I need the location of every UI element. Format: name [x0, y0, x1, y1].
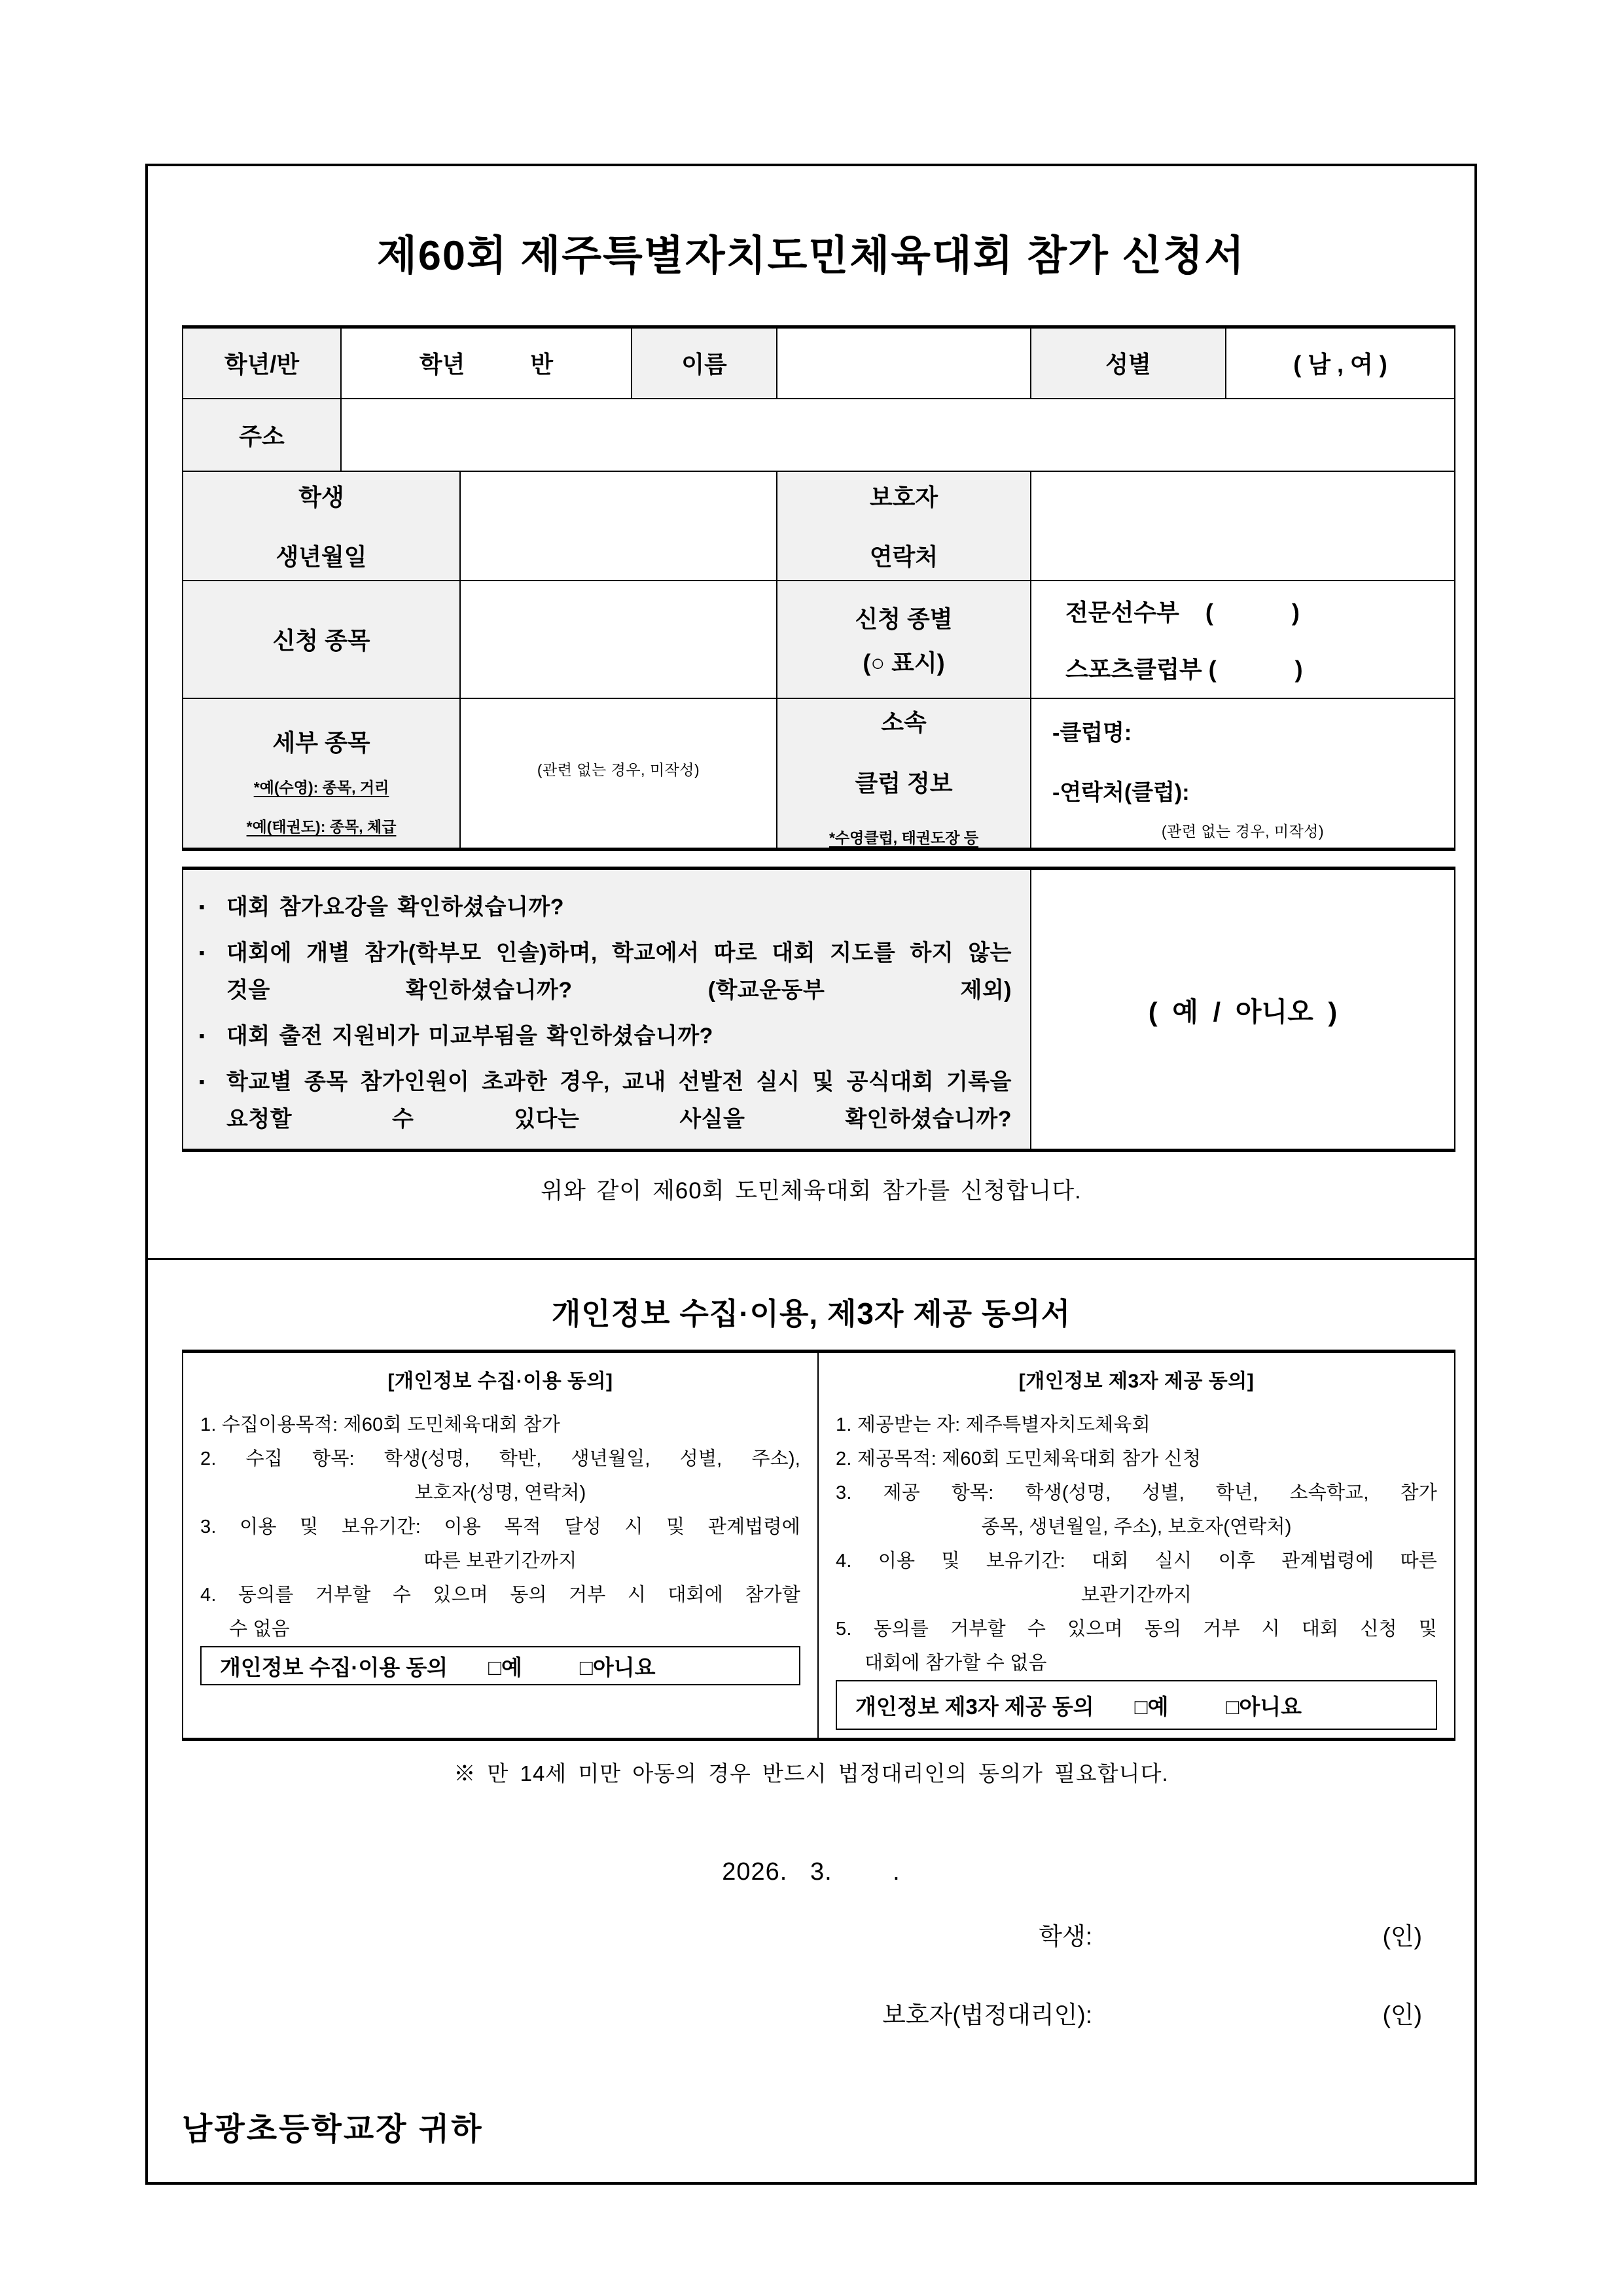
apply-event-label: 신청 종목 [183, 581, 460, 698]
checklist-item-text: 학교별 종목 참가인원이 초과한 경우, 교내 선발전 실시 및 공식대회 기록을 요청할 수 있다는 사실을 확인하셨습니까? [226, 1069, 1012, 1132]
consent-line: 수 없음 [229, 1619, 290, 1640]
gender-select[interactable]: ( 남 , 여 ) [1226, 327, 1455, 399]
detail-event-na-note: (관련 없는 경우, 미작성) [537, 761, 700, 778]
checklist-item [199, 1018, 1012, 1055]
form-title: 제60회 제주특별자치도민체육대회 참가 신청서 [377, 233, 1245, 279]
checklist-item [199, 935, 1012, 1009]
name-label: 이름 [632, 327, 777, 399]
square-bullet-icon: ▪ [199, 1073, 205, 1091]
consent-line: 3. 제공 항목: 학생(성명, 성별, 학년, 소속학교, 참가 [836, 1482, 1437, 1503]
club-info-label-line1: 소속 [881, 708, 927, 736]
address-label: 주소 [183, 399, 341, 471]
checklist-item-text: 대회 참가요강을 확인하셨습니까? [226, 895, 564, 920]
consent-line: 1. 제공받는 자: 제주특별자치도체육회 [836, 1414, 1150, 1435]
minor-consent-note: ※ 만 14세 미만 아동의 경우 반드시 법정대리인의 동의가 필요합니다. [454, 1761, 1169, 1785]
consent-line: 종목, 생년월일, 주소), 보호자(연락처) [981, 1516, 1292, 1537]
recipient-text: 남광초등학교장 귀하 [182, 2112, 484, 2147]
thirdparty-consent-answer-box [836, 1680, 1437, 1730]
name-input[interactable] [777, 327, 1031, 399]
club-contact-field[interactable]: -연락처(클럽): [1052, 780, 1190, 805]
applicant-info-table [182, 325, 1455, 851]
club-info-label-line2: 클럽 정보 [855, 769, 953, 797]
checklist-answer-select[interactable]: ( 예 / 아니오 ) [1031, 869, 1455, 1151]
guardian-signature-row [148, 1995, 1474, 2028]
division-options-cell [1031, 581, 1455, 698]
date-field[interactable]: 2026. 3. . [722, 1858, 901, 1886]
consent-line: 2. 제공목적: 제60회 도민체육대회 참가 신청 [836, 1448, 1202, 1469]
apply-division-label-line1: 신청 종별 [855, 605, 953, 632]
checklist-item-text: 대회에 개별 참가(학부모 인솔)하며, 학교에서 따로 대회 지도를 하지 않는 것을 확인하셨습니까? (학교운동부 제외) [226, 941, 1012, 1003]
detail-event-label-text: 세부 종목 [272, 728, 370, 756]
checklist-item-text: 대회 출전 지원비가 미교부됨을 확인하셨습니까? [226, 1024, 713, 1049]
checklist-items-cell [183, 869, 1031, 1151]
checklist-item [199, 889, 1012, 926]
gender-label: 성별 [1031, 327, 1226, 399]
grade-class-input[interactable]: 학년 반 [341, 327, 632, 399]
guardian-contact-label-line1: 보호자 [869, 484, 938, 511]
section-divider [148, 1258, 1474, 1260]
student-birth-label-line1: 학생 [298, 484, 344, 511]
collect-consent-title: [개인정보 수집·이용 동의] [387, 1371, 613, 1392]
consent-line: 대회에 참가할 수 없음 [865, 1653, 1047, 1674]
student-seal-mark[interactable]: (인) [1382, 1923, 1422, 1950]
form-border [145, 164, 1477, 2185]
apply-division-label-line2: (○ 표시) [863, 649, 945, 676]
student-sign-label: 학생: [1039, 1923, 1092, 1950]
thirdparty-consent-cell [818, 1352, 1455, 1740]
student-birth-label-line2: 생년월일 [276, 543, 367, 570]
collect-consent-answer-label: 개인정보 수집·이용 동의 [220, 1655, 448, 1679]
detail-event-input[interactable] [460, 698, 777, 850]
checklist-table [182, 867, 1455, 1152]
club-info-label [777, 698, 1031, 850]
club-name-field[interactable]: -클럽명: [1052, 720, 1132, 745]
club-info-note: *수영클럽, 태권도장 등 [829, 829, 979, 846]
consent-line: 따른 보관기간까지 [423, 1551, 577, 1571]
detail-event-note1: *예(수영): 종목, 거리 [253, 778, 389, 796]
address-input[interactable] [341, 399, 1455, 471]
thirdparty-consent-answer-label: 개인정보 제3자 제공 동의 [855, 1694, 1094, 1719]
thirdparty-consent-title: [개인정보 제3자 제공 동의] [1018, 1371, 1255, 1392]
square-bullet-icon: ▪ [199, 944, 205, 962]
guardian-seal-mark[interactable]: (인) [1382, 2001, 1422, 2028]
thirdparty-consent-no-checkbox[interactable]: □아니요 [1226, 1694, 1302, 1719]
division-pro-option[interactable]: 전문선수부 ( ) [1065, 598, 1300, 626]
detail-event-label [183, 698, 460, 850]
square-bullet-icon: ▪ [199, 1027, 205, 1045]
collect-consent-answer-box [200, 1646, 800, 1685]
student-birth-label [183, 471, 460, 581]
consent-line: 2. 수집 항목: 학생(성명, 학반, 생년월일, 성별, 주소), [200, 1448, 800, 1469]
guardian-contact-label-line2: 연락처 [869, 543, 938, 570]
student-signature-row [148, 1916, 1474, 1950]
consent-line: 4. 이용 및 보유기간: 대회 실시 이후 관계법령에 따른 [836, 1551, 1437, 1571]
thirdparty-consent-yes-checkbox[interactable]: □예 [1134, 1694, 1169, 1719]
consent-table [182, 1350, 1455, 1741]
grade-class-label: 학년/반 [183, 327, 341, 399]
club-na-note: (관련 없는 경우, 미작성) [1161, 822, 1325, 840]
collect-consent-cell [183, 1352, 818, 1740]
apply-division-label [777, 581, 1031, 698]
guardian-contact-label [777, 471, 1031, 581]
consent-line: 3. 이용 및 보유기간: 이용 목적 달성 시 및 관계법령에 [200, 1516, 800, 1537]
consent-section-title: 개인정보 수집·이용, 제3자 제공 동의서 [551, 1297, 1071, 1331]
checklist-item [199, 1064, 1012, 1138]
collect-consent-no-checkbox[interactable]: □아니요 [579, 1655, 656, 1679]
consent-line: 4. 동의를 거부할 수 있으며 동의 거부 시 대회에 참가할 [200, 1585, 800, 1605]
consent-line: 보호자(성명, 연락처) [414, 1482, 586, 1503]
collect-consent-yes-checkbox[interactable]: □예 [488, 1655, 522, 1679]
division-club-option[interactable]: 스포츠클럽부 ( ) [1065, 655, 1303, 683]
detail-event-note2: *예(태권도): 종목, 체급 [246, 817, 397, 835]
consent-line: 1. 수집이용목적: 제60회 도민체육대회 참가 [200, 1414, 560, 1435]
club-fields-input[interactable] [1031, 698, 1455, 850]
apply-event-input[interactable] [460, 581, 777, 698]
guardian-contact-input[interactable] [1031, 471, 1455, 581]
square-bullet-icon: ▪ [199, 898, 205, 916]
consent-line: 보관기간까지 [1080, 1585, 1192, 1605]
student-birth-input[interactable] [460, 471, 777, 581]
guardian-sign-label: 보호자(법정대리인): [882, 2001, 1092, 2028]
declaration-text: 위와 같이 제60회 도민체육대회 참가를 신청합니다. [541, 1178, 1082, 1204]
consent-line: 5. 동의를 거부할 수 있으며 동의 거부 시 대회 신청 및 [836, 1619, 1437, 1640]
